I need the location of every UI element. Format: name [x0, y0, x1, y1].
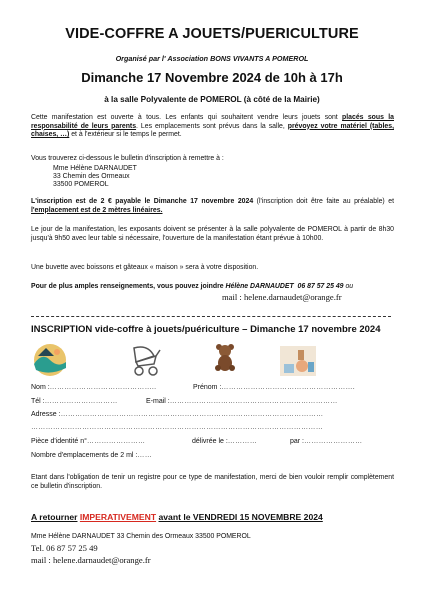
contact-lead: Pour de plus amples renseignements, vous pouvez joindre [31, 283, 224, 290]
separator-line [31, 316, 391, 317]
intro-text-2: . Les emplacements sont prévus dans la salle, [136, 122, 285, 130]
field-piece-identite[interactable]: Pièce d'identité n°…………………… [31, 438, 146, 445]
field-nombre-emplacements[interactable]: Nombre d'emplacements de 2 ml :…… [31, 452, 152, 459]
contact-line [31, 283, 353, 292]
intro-paragraph [31, 114, 394, 140]
contact-phone: 06 87 57 25 49 [297, 283, 344, 290]
intro-equipment: prévoyez votre matériel (tables, chaises, …) [31, 122, 394, 139]
event-venue: à la salle Polyvalente de POMEROL (à côté de la Mairie) [104, 95, 320, 104]
refreshments: Une buvette avec boissons et gâteaux « maison » sera à votre disposition. [31, 264, 259, 271]
form-title: INSCRIPTION vide-coffre à jouets/puériculture – Dimanche 17 novembre 2024 [31, 324, 381, 335]
organizer-line: Organisé par l' Association BONS VIVANTS A POMEROL [115, 54, 309, 63]
field-adresse[interactable]: Adresse :……………………………………………………………………………………………… [31, 411, 324, 418]
landscape-ball-icon [30, 342, 70, 378]
field-par[interactable]: par :…………………… [290, 438, 363, 445]
field-tel[interactable]: Tél :………………………… [31, 398, 118, 405]
intro-text: Cette manifestation est ouverte à tous. Les enfants qui souhaitent vendre leurs jouets sont [31, 114, 338, 121]
field-prenom[interactable]: Prénom :………………………………………………. [193, 384, 356, 391]
label-prenom: Prénom : [193, 384, 222, 391]
field-delivree[interactable]: délivrée le :………… [192, 438, 257, 445]
field-adresse-line2[interactable]: ………………………………………………………………………………………………………… [31, 424, 323, 431]
send-to-city: 33500 POMEROL [53, 181, 109, 188]
page-title: VIDE-COFFRE A JOUETS/PUERICULTURE [65, 26, 359, 42]
contact-mail: mail : helene.darnaudet@orange.fr [222, 292, 342, 302]
label-adresse: Adresse : [31, 411, 61, 418]
label-nombre: Nombre d'emplacements de 2 ml : [31, 452, 138, 459]
return-deadline [31, 512, 391, 522]
send-to-name: Mme Hélène DARNAUDET [53, 165, 137, 172]
footer-address: Mme Hélène DARNAUDET 33 Chemin des Ormeaux 33500 POMEROL [31, 533, 251, 540]
fee-space: l'emplacement est de 2 mètres linéaires. [31, 206, 163, 214]
footer-mail: mail : helene.darnaudet@orange.fr [31, 555, 151, 565]
label-nom: Nom : [31, 384, 50, 391]
field-email[interactable]: E-mail :…………………………………………………………… [146, 398, 338, 405]
intro-responsibility: placés sous la responsabilité de leurs parents [31, 114, 394, 130]
fee-text: (l'inscription doit être faite au préalable) et [253, 198, 394, 205]
return-b: avant le VENDREDI 15 NOVEMBRE 2024 [158, 512, 323, 522]
label-email: E-mail : [146, 398, 170, 405]
register-note: Etant dans l'obligation de tenir un registre pour ce type de manifestation, merci de bien vouloir remplir complètement ce bulletin d'inscription. [31, 474, 394, 490]
return-a: A retourner [31, 512, 78, 522]
contact-or: ou [345, 283, 354, 290]
return-imperative: IMPERATIVEMENT [79, 512, 157, 522]
fee-amount: L'inscription est de 2 € payable le Dimanche 17 novembre 2024 [31, 198, 254, 205]
field-nom[interactable]: Nom :…………………………………….. [31, 384, 157, 391]
label-par: par : [290, 438, 305, 445]
intro-text-3: et à l'extérieur si le temps le permet. [69, 131, 182, 139]
label-piece: Pièce d'identité n° [31, 438, 87, 445]
event-date: Dimanche 17 Novembre 2024 de 10h à 17h [81, 70, 343, 85]
stroller-icon [128, 342, 164, 378]
footer-tel: Tel. 06 87 57 25 49 [31, 543, 98, 553]
setup-paragraph: Le jour de la manifestation, les exposants doivent se présenter à la salle polyvalente de POMEROL à partir de 8h30 jusqu'à 9h50 avec leur table si nécessaire, l'ouverture de la manifestation étant prévue à 10h00. [31, 226, 394, 242]
label-tel: Tél : [31, 398, 45, 405]
send-to-lead: Vous trouverez ci-dessous le bulletin d'inscription à remettre à : [31, 155, 224, 162]
toy-room-icon [278, 342, 318, 378]
send-to-street: 33 Chemin des Ormeaux [53, 173, 130, 180]
contact-name: Hélène DARNAUDET [225, 283, 294, 290]
teddy-bear-icon [214, 342, 236, 378]
fee-paragraph [31, 198, 394, 215]
label-delivree: délivrée le : [192, 438, 228, 445]
